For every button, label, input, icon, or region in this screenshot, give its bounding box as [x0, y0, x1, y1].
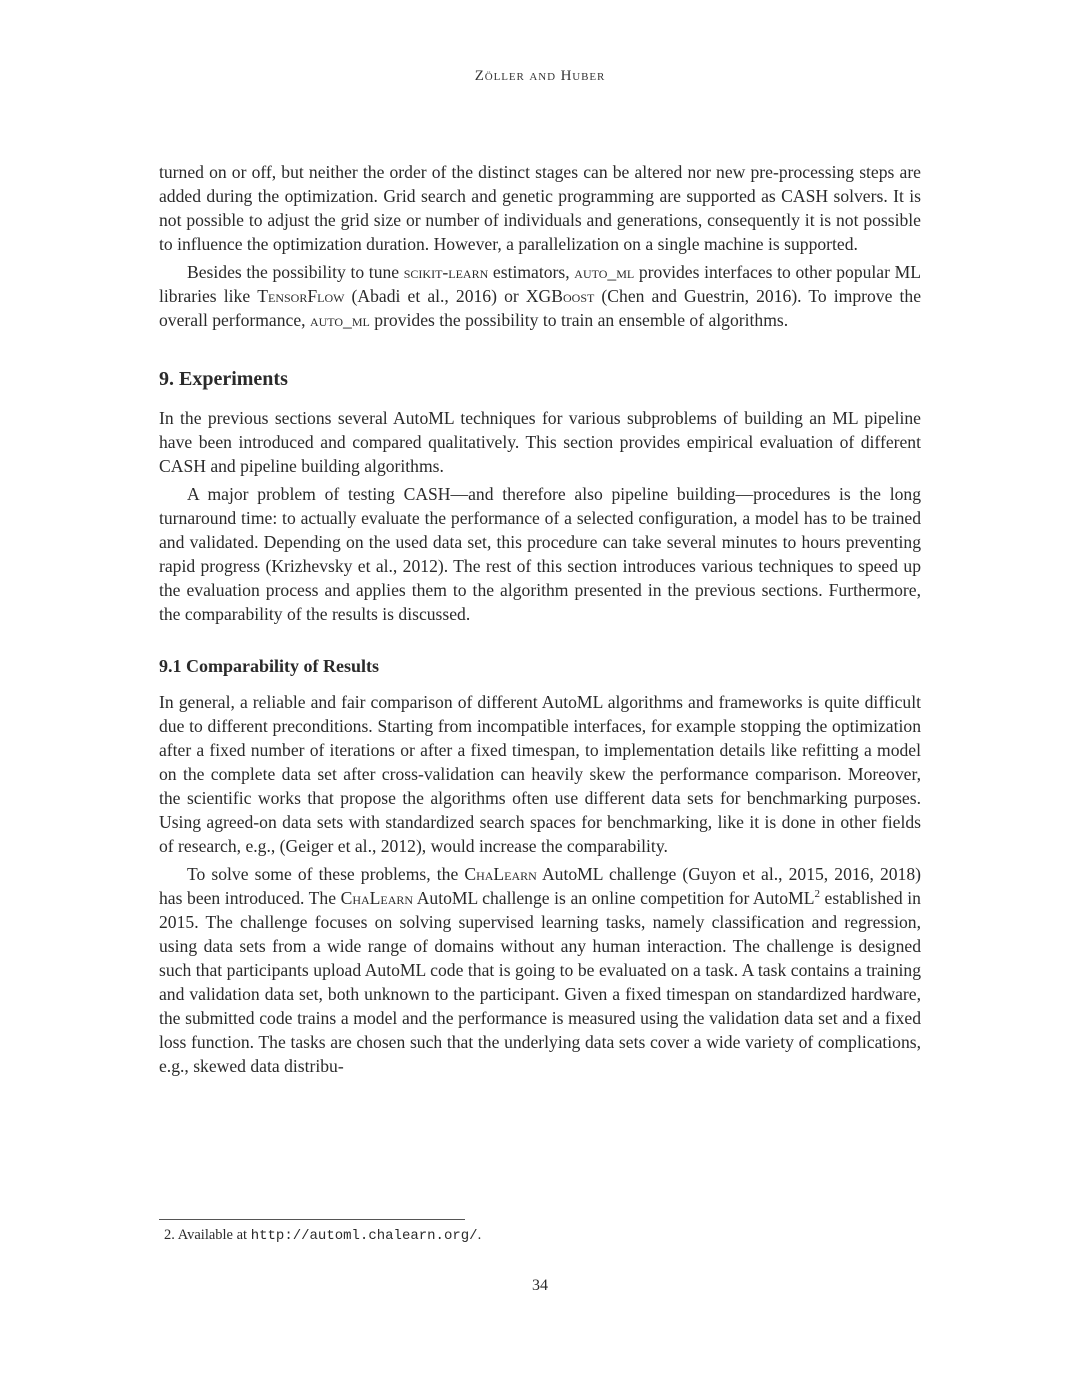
page-number: 34	[532, 1277, 548, 1294]
footnote-link[interactable]: http://automl.chalearn.org/	[250, 1228, 478, 1244]
paragraph: In the previous sections several AutoML techniques for various subproblems of building an ML pipeline have been introduced and compared qualitatively. This section provides empirical evaluation of different CASH and pipeline building algorithms.	[159, 408, 921, 476]
library-name: auto_ml	[309, 310, 370, 330]
footnote-marker[interactable]: 2	[814, 888, 820, 901]
footnote-end: .	[477, 1227, 482, 1243]
challenge-name: ChaLearn	[340, 888, 414, 908]
paragraph	[159, 260, 921, 332]
footnote-number: 2.	[164, 1227, 175, 1243]
text-run: provides the possibility to train an ensemble of algorithms.	[369, 310, 789, 330]
section-heading: 9. Experiments	[159, 368, 288, 390]
text-run: Besides the possibility to tune	[187, 262, 404, 282]
footnote	[164, 1225, 481, 1246]
page-body	[159, 160, 921, 1078]
library-name: TensorFlow	[257, 286, 345, 306]
subsection-heading: 9.1 Comparability of Results	[159, 656, 379, 676]
paragraph	[159, 862, 921, 1078]
paragraph: A major problem of testing CASH—and therefore also pipeline building—procedures is the long turnaround time: to actually evaluate the performance of a selected configuration, a model has to be trained and validated. Depending on the used data set, this procedure can take several minutes to hours preventing rapid progress (Krizhevsky et al., 2012). The rest of this section introduces various techniques to speed up the evaluation process and applies them to the algorithm presented in the previous sections. Furthermore, the comparability of the results is discussed.	[159, 484, 921, 624]
text-run: (Chen and Guestrin, 2016). To improve the overall performance,	[159, 286, 922, 330]
library-name: scikit-learn	[403, 262, 489, 282]
paragraph: In general, a reliable and fair comparison of different AutoML algorithms and frameworks is quite difficult due to different preconditions. Starting from incompatible interfaces, for example stopping the optimization after a fixed number of iterations or after a fixed timespan, to implementation details like refitting a model on the complete data set after cross-validation can heavily skew the performance comparison. Moreover, the scientific works that propose the algorithms often use different data sets for benchmarking purposes. Using agreed-on data sets with standardized search spaces for benchmarking, like it is done in other fields of research, e.g., (Geiger et al., 2012), would increase the comparability.	[159, 692, 921, 856]
library-name: auto_ml	[574, 262, 635, 282]
text-run: (Abadi et al., 2016) or	[344, 286, 526, 306]
challenge-name: ChaLearn	[464, 864, 537, 884]
text-run: To solve some of these problems, the	[187, 864, 465, 884]
library-name: XGBoost	[525, 286, 595, 306]
running-head: Zöller and Huber	[474, 68, 606, 84]
text-run: AutoML challenge (Guyon et al., 2015, 2016, 2018) has been introduced. The	[159, 864, 921, 908]
text-run: estimators,	[488, 262, 575, 282]
paragraph: turned on or off, but neither the order of the distinct stages can be altered nor new pre-processing steps are added during the optimization. Grid search and genetic programming are supported as CASH solvers. It is not possible to adjust the grid size or number of individuals and generations, consequently it is not possible to influence the optimization duration. However, a parallelization on a single machine is supported.	[159, 162, 921, 254]
text-run: AutoML challenge is an online competition for AutoML	[413, 888, 815, 908]
footnote-text: Available at	[177, 1227, 251, 1243]
text-run: provides interfaces to other popular ML libraries like	[159, 262, 922, 306]
footnote-divider	[159, 1219, 465, 1220]
text-run: established in 2015. The challenge focuses on solving supervised learning tasks, namely classification and regression, using data sets from a wide range of domains without any human interaction. The challenge is designed such that participants upload AutoML code that is going to be evaluated on a task. A task contains a training and validation data set, both unknown to the participant. Given a fixed timespan on standardized hardware, the submitted code trains a model and the performance is measured using the validation data set and a fixed loss function. The tasks are chosen such that the underlying data sets cover a wide variety of complications, e.g., skewed data distribu-	[159, 888, 921, 1076]
